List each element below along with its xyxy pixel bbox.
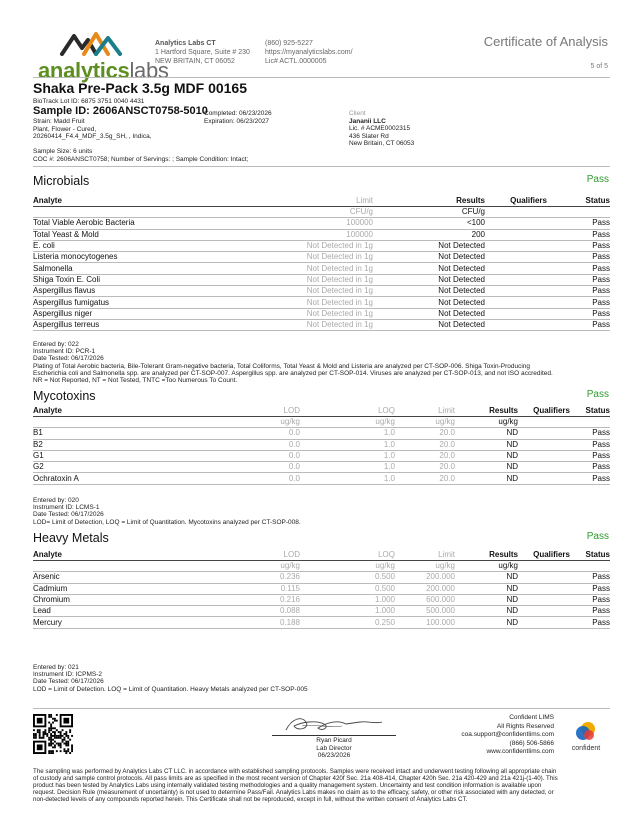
status-cell: Pass: [547, 297, 610, 308]
heavy-metals-notes: [33, 664, 613, 693]
lod-cell: 0.0: [233, 428, 300, 439]
unit-results: ug/kg: [455, 417, 518, 428]
col-qualifiers: Qualifiers: [485, 196, 547, 207]
microbials-table: [33, 196, 610, 331]
product-title: Shaka Pre-Pack 3.5g MDF 00165: [33, 80, 248, 96]
col-limit: Limit: [395, 550, 455, 561]
loq-cell: 1.0: [300, 439, 395, 450]
qualifier-cell: [485, 218, 547, 229]
loq-cell: 1.0: [300, 462, 395, 473]
limit-cell: Not Detected in 1g: [223, 263, 373, 274]
status-cell: Pass: [547, 240, 610, 251]
status-cell: Pass: [570, 450, 610, 461]
qualifier-cell: [485, 263, 547, 274]
qualifier-cell: [518, 428, 570, 439]
mycotoxins-status-badge: Pass: [586, 389, 609, 400]
client-label: Client: [349, 110, 366, 117]
unit-limit: ug/kg: [395, 561, 455, 572]
lab-phone: (860) 925-5227: [265, 40, 313, 47]
sample-id: Sample ID: 2606ANSCT0758-5010: [33, 105, 208, 117]
unit-results: CFU/g: [373, 207, 485, 218]
note-line: Date Tested: 06/17/2026: [33, 355, 104, 363]
col-lod: LOD: [233, 550, 300, 561]
mycotoxins-notes: [33, 497, 613, 526]
unit-limit: CFU/g: [223, 207, 373, 218]
qualifier-cell: [518, 439, 570, 450]
qualifier-cell: [518, 594, 570, 605]
col-limit: Limit: [223, 196, 373, 207]
qualifier-cell: [485, 286, 547, 297]
client-name: Jananii LLC: [349, 117, 386, 125]
confident-email[interactable]: coa.support@confidentlims.com: [461, 731, 554, 738]
limit-cell: 100000: [223, 229, 373, 240]
status-cell: Pass: [547, 308, 610, 319]
unit-loq: ug/kg: [300, 417, 395, 428]
col-status: Status: [547, 196, 610, 207]
limit-cell: 100000: [223, 218, 373, 229]
result-cell: Not Detected: [373, 252, 485, 263]
table-row: [33, 319, 610, 330]
product-lot: 20260414_F4.4_MDF_3.5g_SH, , Indica,: [33, 133, 152, 140]
col-loq: LOQ: [300, 406, 395, 417]
status-cell: Pass: [547, 274, 610, 285]
qualifier-cell: [485, 319, 547, 330]
result-cell: <100: [373, 218, 485, 229]
limit-cell: 500.000: [395, 606, 455, 617]
note-line: Instrument ID: ICPMS-2: [33, 671, 102, 679]
lod-cell: 0.115: [233, 583, 300, 594]
unit-lod: ug/kg: [233, 561, 300, 572]
product-type: Plant, Flower - Cured,: [33, 125, 97, 133]
lab-address-line2: NEW BRITAIN, CT 06052: [155, 58, 235, 65]
analyte-cell: B2: [33, 439, 233, 450]
microbials-status-badge: Pass: [586, 174, 609, 185]
heavy-metals-table: [33, 550, 610, 629]
qualifier-cell: [485, 274, 547, 285]
limit-cell: 100.000: [395, 617, 455, 628]
status-cell: Pass: [547, 218, 610, 229]
result-cell: 200: [373, 229, 485, 240]
biotrack-lot-id: BioTrack Lot ID: 6875 3751 0040 4431: [33, 98, 145, 105]
confident-logo-icon: [575, 720, 597, 742]
analyte-cell: E. coli: [33, 240, 223, 251]
limit-cell: Not Detected in 1g: [223, 308, 373, 319]
table-row: [33, 240, 610, 251]
mycotoxins-header-row: [33, 406, 610, 417]
col-status: Status: [570, 550, 610, 561]
qualifier-cell: [518, 617, 570, 628]
status-cell: Pass: [570, 462, 610, 473]
result-cell: ND: [455, 617, 518, 628]
analyte-cell: G1: [33, 450, 233, 461]
microbials-units-row: [33, 207, 610, 218]
table-row: [33, 308, 610, 319]
result-cell: ND: [455, 462, 518, 473]
note-line: non-detected levels of any compounds reported herein. This Certificate shall not be reproduced, except in full, without the written consent of Analytics Labs CT.: [33, 796, 468, 803]
status-cell: Pass: [570, 572, 610, 583]
qualifier-cell: [518, 462, 570, 473]
loq-cell: 1.0: [300, 450, 395, 461]
client-license: Lic. # ACME0002315: [349, 125, 411, 132]
col-limit: Limit: [395, 406, 455, 417]
confident-lims-name: Confident LIMS: [509, 714, 554, 721]
result-cell: ND: [455, 450, 518, 461]
analyte-cell: Mercury: [33, 617, 233, 628]
note-line: Date Tested: 06/17/2026: [33, 511, 104, 519]
loq-cell: 1.0: [300, 428, 395, 439]
status-cell: Pass: [570, 428, 610, 439]
result-cell: Not Detected: [373, 263, 485, 274]
unit-results: ug/kg: [455, 561, 518, 572]
table-row: [33, 428, 610, 439]
status-cell: Pass: [570, 439, 610, 450]
company-logo: [38, 30, 169, 83]
note-line: Entered by: 021: [33, 664, 79, 671]
document-title: Certificate of Analysis: [483, 34, 608, 49]
analyte-cell: Aspergillus niger: [33, 308, 223, 319]
analyte-cell: Cadmium: [33, 583, 233, 594]
lod-cell: 0.0: [233, 462, 300, 473]
microbials-title: Microbials: [33, 174, 90, 188]
col-results: Results: [455, 550, 518, 561]
result-cell: ND: [455, 428, 518, 439]
qualifier-cell: [485, 308, 547, 319]
lod-cell: 0.0: [233, 450, 300, 461]
analyte-cell: Total Yeast & Mold: [33, 229, 223, 240]
lod-cell: 0.0: [233, 473, 300, 484]
limit-cell: Not Detected in 1g: [223, 319, 373, 330]
client-city: New Britain, CT 06053: [349, 140, 415, 147]
col-results: Results: [373, 196, 485, 207]
result-cell: ND: [455, 583, 518, 594]
note-line: Date Tested: 06/17/2026: [33, 678, 104, 686]
result-cell: Not Detected: [373, 297, 485, 308]
disclaimer: [33, 768, 613, 803]
note-line: Instrument ID: LCMS-1: [33, 504, 100, 512]
status-cell: Pass: [547, 252, 610, 263]
unit-limit: ug/kg: [395, 417, 455, 428]
microbials-notes: [33, 341, 613, 384]
analyte-cell: Aspergillus terreus: [33, 319, 223, 330]
mycotoxins-title: Mycotoxins: [33, 389, 96, 403]
logo-text-labs: labs: [129, 58, 169, 83]
analyte-cell: Chromium: [33, 594, 233, 605]
col-results: Results: [455, 406, 518, 417]
confident-website[interactable]: www.confidentlims.com: [486, 748, 554, 755]
qualifier-cell: [485, 297, 547, 308]
table-row: [33, 439, 610, 450]
analyte-cell: Lead: [33, 606, 233, 617]
product-divider: [33, 166, 610, 167]
analyte-cell: Salmonella: [33, 263, 223, 274]
heavy-metals-status-badge: Pass: [586, 531, 609, 542]
col-qualifiers: Qualifiers: [518, 550, 570, 561]
limit-cell: 200.000: [395, 572, 455, 583]
qr-code[interactable]: [33, 714, 73, 759]
table-row: [33, 583, 610, 594]
table-row: [33, 252, 610, 263]
col-loq: LOQ: [300, 550, 395, 561]
note-line: Plating of Total Aerobic bacteria, Bile-Tolerant Gram-negative bacteria, Total Coliforms, Total Yeast & Mold and Listeria are analyzed per CT-SOP-006. Shiga Toxin-Producing: [33, 362, 531, 370]
status-cell: Pass: [570, 594, 610, 605]
qualifier-cell: [518, 450, 570, 461]
lab-name: Analytics Labs CT: [155, 40, 216, 47]
qualifier-cell: [518, 572, 570, 583]
client-street: 436 Slater Rd: [349, 132, 389, 140]
limit-cell: 20.0: [395, 473, 455, 484]
qr-code-icon: [33, 714, 73, 754]
sample-size: Sample Size: 6 units: [33, 148, 93, 155]
loq-cell: 1.0: [300, 473, 395, 484]
table-row: [33, 462, 610, 473]
limit-cell: 20.0: [395, 450, 455, 461]
limit-cell: Not Detected in 1g: [223, 252, 373, 263]
confident-logo: [562, 720, 610, 752]
analyte-cell: Aspergillus fumigatus: [33, 297, 223, 308]
note-line: Entered by: 022: [33, 341, 79, 348]
limit-cell: 20.0: [395, 428, 455, 439]
result-cell: Not Detected: [373, 286, 485, 297]
note-line: LOD= Limit of Detection, LOQ = Limit of Quantitation. Mycotoxins analyzed per CT-SOP-008.: [33, 518, 301, 526]
status-cell: Pass: [547, 286, 610, 297]
completed-date: Completed: 06/23/2026: [204, 110, 272, 117]
table-row: [33, 473, 610, 484]
loq-cell: 1.000: [300, 606, 395, 617]
qualifier-cell: [485, 229, 547, 240]
lab-license: Lic# ACTL.0000005: [265, 58, 327, 65]
confident-logo-text: confident: [571, 745, 601, 752]
loq-cell: 1.000: [300, 594, 395, 605]
table-row: [33, 229, 610, 240]
note-line: request. Decision Rule (measurement of uncertainty) is not used to determine Pass/Fail. Analytics Labs makes no claim as to the efficacy, safety, or other risk associated with any detected, or: [33, 789, 554, 796]
table-row: [33, 274, 610, 285]
qualifier-cell: [485, 240, 547, 251]
limit-cell: 20.0: [395, 462, 455, 473]
limit-cell: Not Detected in 1g: [223, 286, 373, 297]
analyte-cell: Total Viable Aerobic Bacteria: [33, 218, 223, 229]
table-row: [33, 286, 610, 297]
note-line: NR = Not Reported, NT = Not Tested, TNTC =Too Numerous To Count.: [33, 377, 238, 385]
loq-cell: 0.500: [300, 572, 395, 583]
table-row: [33, 572, 610, 583]
result-cell: Not Detected: [373, 240, 485, 251]
unit-lod: ug/kg: [233, 417, 300, 428]
lod-cell: 0.216: [233, 594, 300, 605]
footer-divider: [33, 708, 610, 709]
coc-info: COC #: 2606ANSCT0758; Number of Servings: ; Sample Condition: Intact;: [33, 155, 249, 163]
strain: Strain: Madd Fruit: [33, 118, 85, 125]
limit-cell: Not Detected in 1g: [223, 240, 373, 251]
unit-loq: ug/kg: [300, 561, 395, 572]
logo-mark-icon: [38, 30, 143, 56]
mycotoxins-table: [33, 406, 610, 485]
table-row: [33, 297, 610, 308]
result-cell: ND: [455, 572, 518, 583]
heavy-metals-units-row: [33, 561, 610, 572]
signature-line: [272, 735, 396, 736]
table-row: [33, 606, 610, 617]
table-row: [33, 263, 610, 274]
note-line: Escherichia coli and Salmonella spp. are analyzed per CT-SOP-007. Aspergillus spp. are analyzed per CT-SOP-014. Viruses are analyzed per CT-SOP-013, and not ISO accredited.: [33, 369, 553, 377]
qualifier-cell: [518, 583, 570, 594]
expiration-date: Expiration: 06/23/2027: [204, 117, 270, 125]
col-status: Status: [570, 406, 610, 417]
analyte-cell: B1: [33, 428, 233, 439]
heavy-metals-title: Heavy Metals: [33, 531, 109, 545]
status-cell: Pass: [570, 473, 610, 484]
limit-cell: 20.0: [395, 439, 455, 450]
note-line: LOD = Limit of Detection. LOQ = Limit of Quantitation. Heavy Metals analyzed per CT-SOP-005: [33, 685, 308, 693]
limit-cell: 200.000: [395, 583, 455, 594]
qualifier-cell: [518, 606, 570, 617]
lod-cell: 0.188: [233, 617, 300, 628]
result-cell: Not Detected: [373, 308, 485, 319]
signature-icon: [272, 712, 396, 736]
lod-cell: 0.236: [233, 572, 300, 583]
note-line: of custody and sample control protocols. All pass limits are as specified in the most recent version of Chapter 420f Sec. 21a 408-414, Chapter 420h Sec. 21a 420-429 and 21a 421j-(1-40). This: [33, 775, 558, 782]
confident-rights: All Rights Reserved: [496, 722, 554, 730]
note-line: product has been tested by Analytics Labs using internally validated testing methodologies and a quality management system. Uncertainty and test condition information is available upon: [33, 782, 542, 789]
mycotoxins-units-row: [33, 417, 610, 428]
lab-address-line1: 1 Hartford Square, Suite # 230: [155, 49, 250, 56]
note-line: Instrument ID: PCR-1: [33, 348, 96, 356]
status-cell: Pass: [547, 229, 610, 240]
limit-cell: Not Detected in 1g: [223, 274, 373, 285]
result-cell: Not Detected: [373, 319, 485, 330]
signature-image: [272, 712, 396, 736]
status-cell: Pass: [547, 319, 610, 330]
limit-cell: 600.000: [395, 594, 455, 605]
result-cell: ND: [455, 439, 518, 450]
result-cell: ND: [455, 606, 518, 617]
page-number: 5 of 5: [590, 63, 608, 70]
loq-cell: 0.500: [300, 583, 395, 594]
col-lod: LOD: [233, 406, 300, 417]
col-analyte: Analyte: [33, 196, 223, 207]
status-cell: Pass: [570, 583, 610, 594]
table-row: [33, 617, 610, 628]
col-analyte: Analyte: [33, 406, 233, 417]
table-row: [33, 450, 610, 461]
analyte-cell: Shiga Toxin E. Coli: [33, 274, 223, 285]
limit-cell: Not Detected in 1g: [223, 297, 373, 308]
table-row: [33, 594, 610, 605]
result-cell: ND: [455, 473, 518, 484]
analyte-cell: Listeria monocytogenes: [33, 252, 223, 263]
note-line: Entered by: 020: [33, 497, 79, 504]
heavy-metals-header-row: [33, 550, 610, 561]
header-divider: [33, 77, 610, 78]
microbials-header-row: [33, 196, 610, 207]
status-cell: Pass: [570, 617, 610, 628]
loq-cell: 0.250: [300, 617, 395, 628]
confident-phone: (866) 506-5866: [509, 739, 554, 747]
table-row: [33, 218, 610, 229]
analyte-cell: G2: [33, 462, 233, 473]
col-qualifiers: Qualifiers: [518, 406, 570, 417]
signer-name: Ryan Picard: [316, 737, 352, 744]
result-cell: ND: [455, 594, 518, 605]
status-cell: Pass: [570, 606, 610, 617]
analyte-cell: Aspergillus flavus: [33, 286, 223, 297]
analyte-cell: Arsenic: [33, 572, 233, 583]
qualifier-cell: [518, 473, 570, 484]
qualifier-cell: [485, 252, 547, 263]
signature-date: 06/23/2026: [317, 752, 351, 759]
lab-website[interactable]: https://myanalyticslabs.com/: [265, 49, 353, 56]
status-cell: Pass: [547, 263, 610, 274]
analyte-cell: Ochratoxin A: [33, 473, 233, 484]
result-cell: Not Detected: [373, 274, 485, 285]
note-line: The sampling was performed by Analytics Labs CT LLC. in accordance with established sampling protocols. Samples were received intact and underwent testing following all appropriate chain: [33, 768, 557, 775]
lod-cell: 0.088: [233, 606, 300, 617]
signer-title: Lab Director: [316, 744, 352, 752]
lod-cell: 0.0: [233, 439, 300, 450]
logo-text-analytics: analytics: [38, 58, 130, 83]
col-analyte: Analyte: [33, 550, 233, 561]
